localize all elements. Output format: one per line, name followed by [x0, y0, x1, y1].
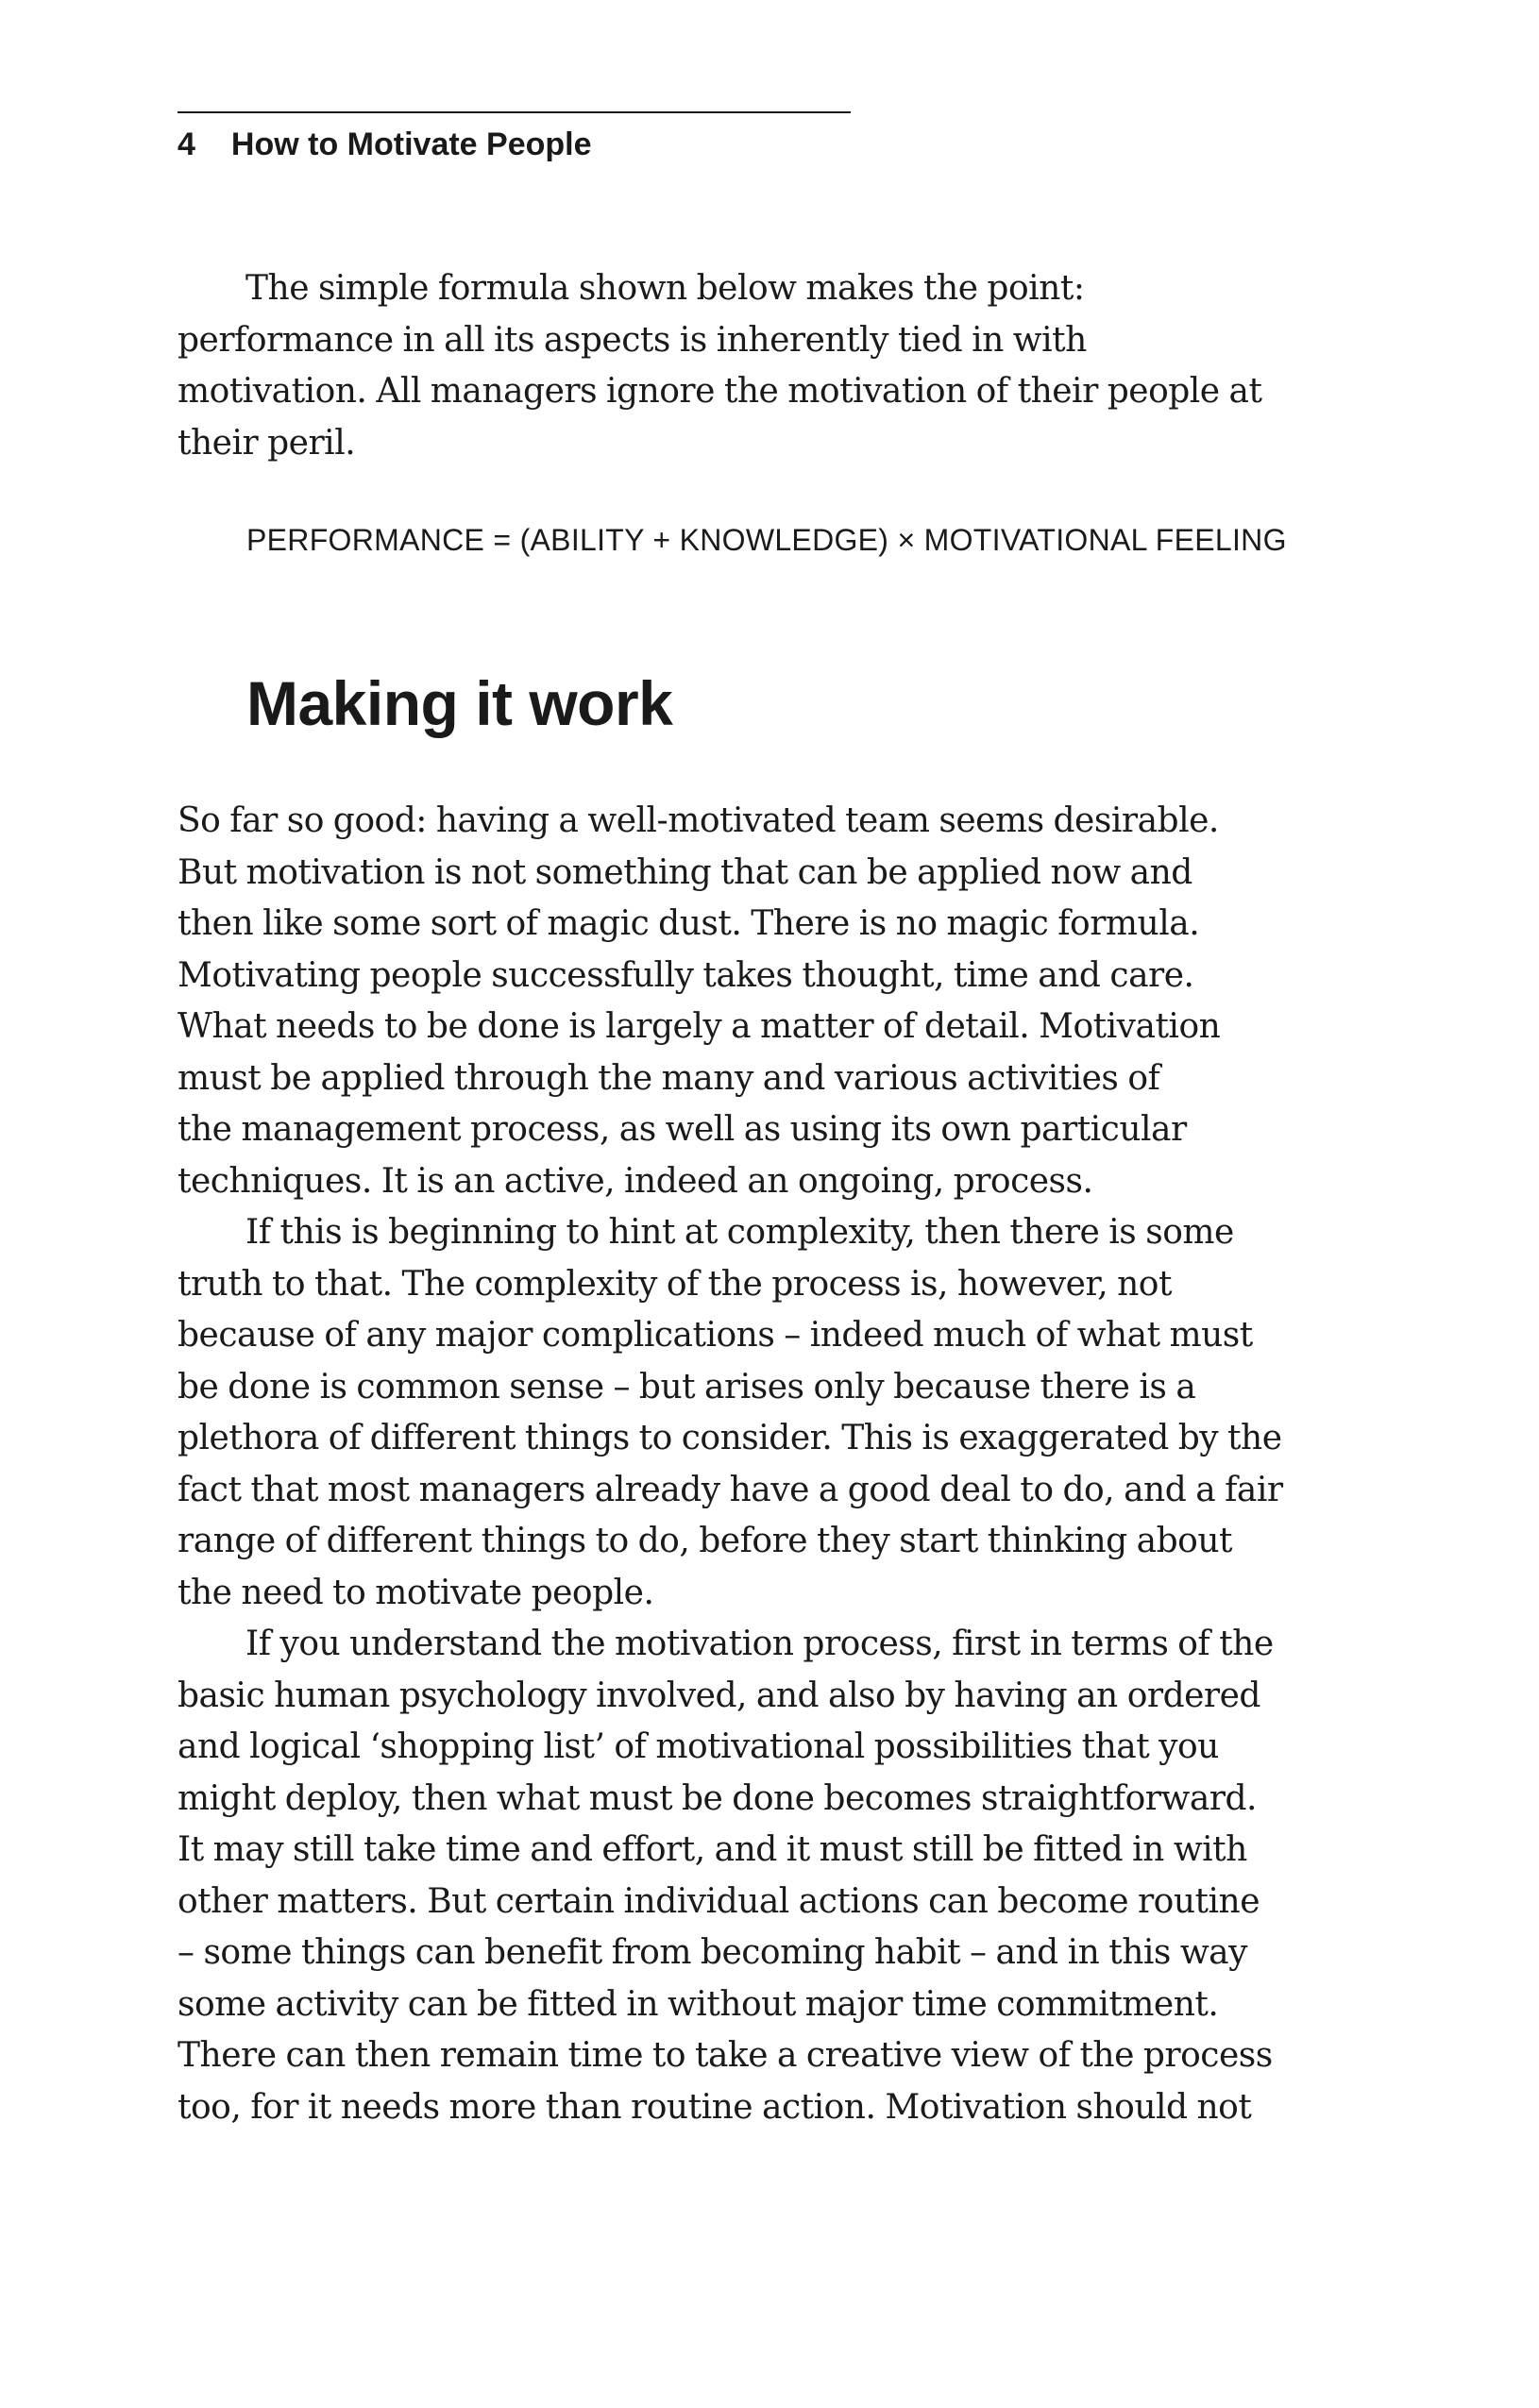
text-line: So far so good: having a well-motivated team seems desirable.: [178, 801, 1219, 840]
text-line: because of any major complications – indeed much of what must: [178, 1316, 1253, 1355]
page-number: 4: [178, 126, 195, 162]
body-paragraph-2: [178, 1207, 1311, 1619]
text-line: basic human psychology involved, and also by having an ordered: [178, 1675, 1260, 1715]
text-line: might deploy, then what must be done becomes straightforward.: [178, 1778, 1257, 1818]
text-line: some activity can be fitted in without major time commitment.: [178, 1984, 1219, 2024]
running-head: [178, 126, 592, 163]
header-rule: [178, 111, 851, 113]
text-line: must be applied through the many and various activities of: [178, 1058, 1160, 1098]
text-line: techniques. It is an active, indeed an ongoing, process.: [178, 1161, 1093, 1201]
text-line: range of different things to do, before they start thinking about: [178, 1522, 1232, 1560]
text-line: motivation. All managers ignore the motivation of their people at: [178, 372, 1262, 411]
section-heading: Making it work: [246, 668, 673, 738]
text-line: But motivation is not something that can be applied now and: [178, 852, 1192, 892]
body-paragraph-3: [178, 1619, 1311, 2133]
text-line: – some things can benefit from becoming habit – and in this way: [178, 1933, 1247, 1972]
text-line: the management process, as well as using its own particular: [178, 1110, 1187, 1149]
text-line: other matters. But certain individual actions can become routine: [178, 1881, 1260, 1921]
text-line: plethora of different things to consider. This is exaggerated by the: [178, 1419, 1282, 1457]
intro-paragraph: [178, 263, 1311, 469]
performance-formula: PERFORMANCE = (ABILITY + KNOWLEDGE) × MOTIVATIONAL FEELING: [246, 523, 1287, 557]
text-line: If this is beginning to hint at complexity, then there is some: [245, 1213, 1234, 1252]
text-line: There can then remain time to take a creative view of the process: [178, 2036, 1273, 2075]
text-line: If you understand the motivation process, first in terms of the: [245, 1625, 1274, 1663]
text-line: the need to motivate people.: [178, 1573, 654, 1612]
text-line: The simple formula shown below makes the point:: [245, 269, 1085, 308]
text-line: It may still take time and effort, and it must still be fitted in with: [178, 1830, 1247, 1869]
text-line: and logical ‘shopping list’ of motivational possibilities that you: [178, 1727, 1219, 1766]
running-title: How to Motivate People: [230, 126, 592, 162]
text-line: What needs to be done is largely a matter of detail. Motivation: [178, 1007, 1221, 1046]
text-line: truth to that. The complexity of the process is, however, not: [178, 1264, 1172, 1304]
text-line: too, for it needs more than routine action. Motivation should not: [178, 2087, 1252, 2127]
text-line: then like some sort of magic dust. There is no magic formula.: [178, 904, 1200, 943]
text-line: fact that most managers already have a good deal to do, and a fair: [178, 1470, 1283, 1509]
text-line: be done is common sense – but arises only because there is a: [178, 1367, 1196, 1406]
text-line: performance in all its aspects is inherently tied in with: [178, 320, 1087, 360]
body-paragraph-1: [178, 796, 1311, 1207]
text-line: their peril.: [178, 423, 356, 463]
text-line: Motivating people successfully takes thought, time and care.: [178, 955, 1194, 995]
